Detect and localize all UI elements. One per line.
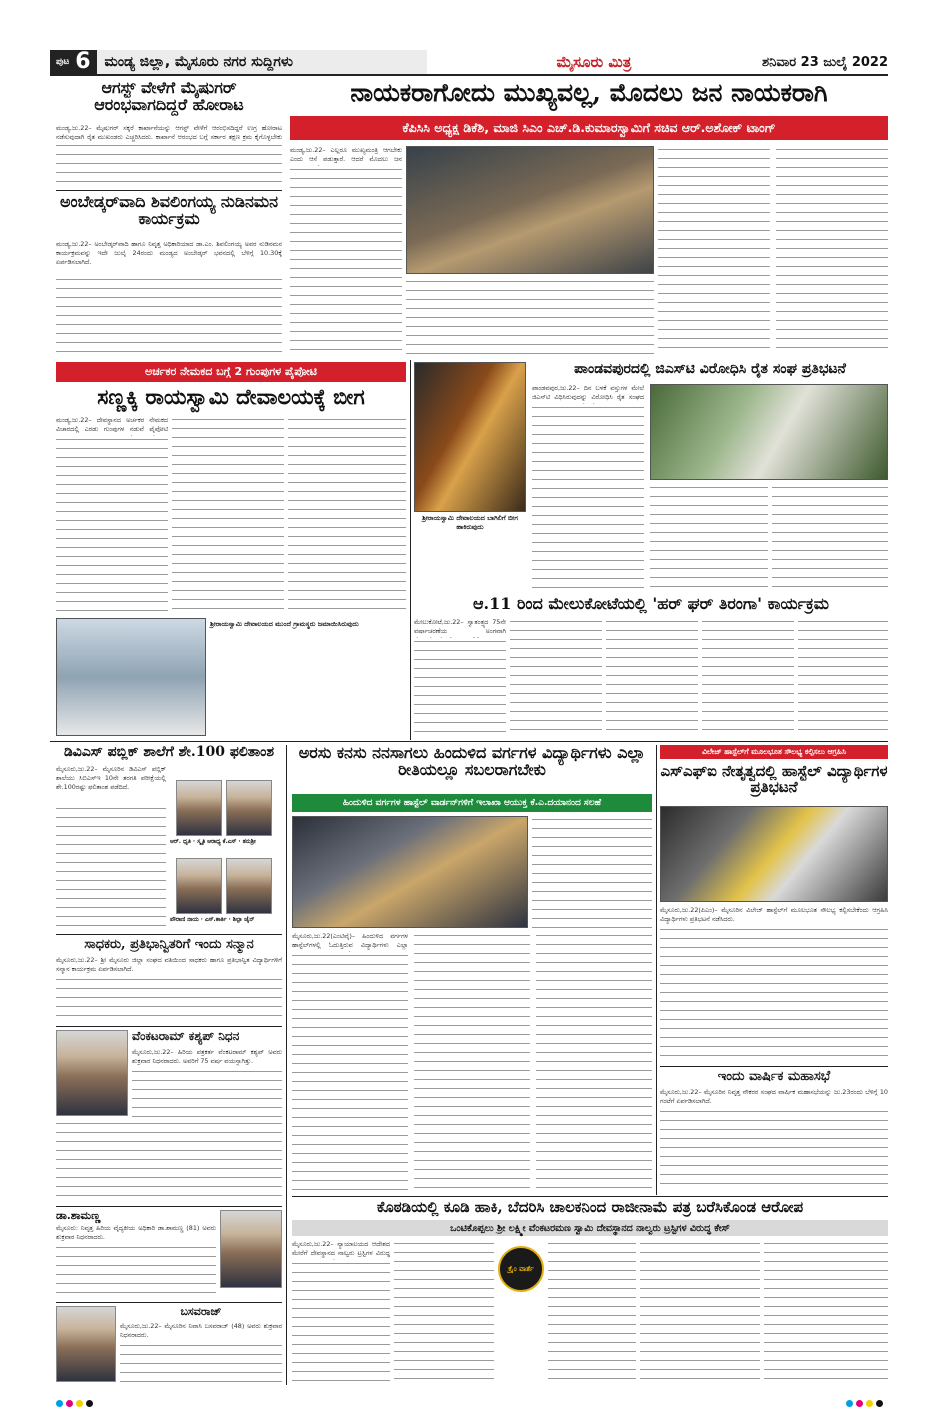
student-photo [226,780,272,836]
page-header [50,50,888,76]
obituary-body: ಮೈಸೂರು: ನಿವೃತ್ತ ಹಿರಿಯ ವೈದ್ಯಕೀಯ ಅಧಿಕಾರಿ ಡಾ.ಶಾಮಣ್ಣ (81) ಅವರು ಶುಕ್ರವಾರ ನಿಧನರಾದರು. [56,1224,216,1241]
text-filler [772,484,888,590]
student-name: ಪೌರಾಣಿ ನಾಯ [170,917,199,923]
text-filler [702,618,794,738]
student-photo [176,858,222,914]
archaka-body: ಮಂಡ್ಯ,ಜು.22– ದೇವಸ್ಥಾನದ ಅರ್ಚಕರ ನೇಮಕದ ವಿಚಾರದಲ್ಲಿ ಎರಡು ಗುಂಪುಗಳ ನಡುವೆ ಪೈಪೋಟಿ [56,416,168,433]
tiranga-body: ಮೇಲುಕೋಟೆ,ಜು.22– ಸ್ವಾತಂತ್ರ್ಯದ 75ನೇ ವರ್ಷಾಚರಣೆಯ ಅಂಗವಾಗಿ [414,618,506,635]
protest-body: ಪಾಂಡವಪುರ,ಜು.22– ದಿನ ಬಳಕೆ ವಸ್ತುಗಳ ಮೇಲೆ ಜಿಎಸ್‌ಟಿ ವಿಧಿಸಿರುವುದನ್ನು ವಿರೋಧಿಸಿ ರೈತ ಸಂಘದ [532,384,644,401]
text-filler [606,618,698,738]
headline-mysugar: ಆಗಸ್ಟ್ ವೇಳೆಗೆ ಮೈಷುಗರ್ ಆರಂಭವಾಗದಿದ್ದರೆ ಹೋರಾಟ [94,78,244,114]
student-photo [226,858,272,914]
text-filler [394,1240,494,1384]
divider [50,741,888,742]
text-filler [532,816,652,928]
tiranga-headline: ಆ.11 ರಿಂದ ಮೇಲುಕೋಟೆಯಲ್ಲಿ 'ಹರ್ ಘರ್ ತಿರಂಗಾ' ಕಾರ್ಯಕ್ರಮ [473,594,829,613]
protest-photo [650,384,888,480]
divider [56,1206,282,1207]
lead-subtitle-bar: ಕೆಪಿಸಿಸಿ ಅಧ್ಯಕ್ಷ ಡಿಕೆಶಿ, ಮಾಜಿ ಸಿಎಂ ಎಚ್.ಡಿ.ಕುಮಾರಸ್ವಾಮಿಗೆ ಸಚಿವ ಆರ್.ಅಶೋಕ್ ಟಾಂಗ್ [290,116,888,140]
text-filler [532,404,644,590]
student-name: ಸ್ಮೃತಿ ಆರಾಧ್ಯ ಕೆ.ಎಸ್ [197,839,237,845]
lead-body: ಮಂಡ್ಯ,ಜು.22– ಎಲ್ಲರೂ ಮುಖ್ಯಮಂತ್ರಿ ಆಗಬೇಕು ಎಂದು ಆಸೆ ಪಡುತ್ತಾರೆ. ಆದರೆ ಮೊದಲು ಜನ [290,146,402,163]
print-color-marks [846,1400,883,1407]
column-divider [410,360,411,740]
headline-ambedkar: ಅಂಬೇಡ್ಕರ್‌ವಾದಿ ಶಿವಲಿಂಗಯ್ಯ ನುಡಿನಮನ ಕಾರ್ಯಕ್ರಮ [60,192,278,228]
text-filler [292,952,408,1192]
obituary-body: ಮೈಸೂರು,ಜು.22– ಹಿರಿಯ ಪತ್ರಕರ್ತ ವೆಂಕಟರಾಮ್ ಕಶ್ಯಪ್ ಅವರು ಶುಕ್ರವಾರ ನಿಧನರಾದರು. ಅವರಿಗೆ 75 ವರ್ಷ ವಯಸ್ಸಾಗಿತ್ತು. [132,1048,282,1065]
villagers-photo-caption: ಶ್ರೀರಾಯಸ್ವಾಮಿ ದೇವಾಲಯದ ಮುಂದೆ ಗ್ರಾಮಸ್ಥರು ಜಮಾಯಿಸಿರುವುದು [210,620,359,628]
text-filler [658,146,770,356]
section-title: ಮಂಡ್ಯ ಜಿಲ್ಲಾ, ಮೈಸೂರು ನಗರ ಸುದ್ದಿಗಳು [97,50,427,74]
divider [56,1302,282,1303]
text-filler [510,618,602,738]
text-filler [660,926,888,1062]
obituary-photo [56,1306,116,1382]
agm-body: ಮೈಸೂರು,ಜು.22– ಮೈಸೂರಿನ ನಿವೃತ್ತ ನೌಕರರ ಸಂಘದ ವಾರ್ಷಿಕ ಮಹಾಸಭೆಯನ್ನು ಜು.23ರಂದು ಬೆಳಿಗ್ಗೆ 10 ಗಂಟೆಗೆ ಏರ್ಪಡಿಸಲಾಗಿದೆ. [660,1088,888,1105]
masthead-brand: ಮೈಸೂರು ಮಿತ್ರ [556,53,632,71]
text-filler [120,1342,282,1382]
text-filler [56,276,282,356]
agm-headline: ಇಂದು ವಾರ್ಷಿಕ ಮಹಾಸಭೆ [717,1069,831,1084]
text-filler [650,484,768,590]
crime-body: ಮೈಸೂರು,ಜು.22– ನ್ಯಾಯಾಲಯದ ಆದೇಶದ ಮೇರೆಗೆ ದೇವಸ್ಥಾನದ ನಾಲ್ವರು ಟ್ರಸ್ಟಿಗಳ ವಿರುದ್ಧ [292,1240,390,1257]
text-filler [406,278,654,356]
text-filler [56,142,282,188]
student-name: ಎಸ್.ಕಾರ್ತಿ [204,917,227,923]
text-filler [56,805,166,927]
text-filler [56,1120,282,1202]
text-filler [798,618,888,738]
article-body-mysugar: ಮಂಡ್ಯ,ಜು.22– ಮೈಷುಗರ್ ಸಕ್ಕರೆ ಕಾರ್ಖಾನೆಯನ್ನು ಆಗಸ್ಟ್ ವೇಳೆಗೆ ಆರಂಭಿಸದಿದ್ದರೆ ಉಗ್ರ ಹೋರಾಟ ನಡೆಸುವುದಾಗಿ ರೈತ ಮುಖಂಡರು ಎಚ್ಚರಿಸಿದರು. ಕಾರ್ಖಾನೆ ಆರಂಭದ ಬಗ್ಗೆ ಸರ್ಕಾರ ತಕ್ಷಣ ಕ್ರಮ ಕೈಗೊಳ್ಳಬೇಕು [56,124,282,141]
text-filler [776,146,888,356]
divider [56,190,282,191]
student-name: ಆರ್. ಧೃತಿ [170,839,191,845]
student-photo [176,780,222,836]
hostel-subtitle-bar: ಹಿಂದುಳಿದ ವರ್ಗಗಳ ಹಾಸ್ಟೆಲ್ ವಾರ್ಡನ್‌ಗಳಿಗೆ ಇಲಾಖಾ ಆಯುಕ್ತ ಕೆ.ಎ.ದಯಾನಂದ ಸಲಹೆ [292,794,652,812]
hostel-headline: ಅರಸು ಕನಸು ನನಸಾಗಲು ಹಿಂದುಳಿದ ವರ್ಗಗಳ ವಿದ್ಯಾರ್ಥಿಗಳು ಎಲ್ಲಾ ರೀತಿಯಲ್ಲೂ ಸಬಲರಾಗಬೇಕು [298,743,646,779]
obituary-photo [220,1210,282,1288]
crime-badge-label: ಕ್ರೈಂ ವಾರ್ತೆ [508,1265,534,1273]
text-filler [548,1240,636,1384]
obituary-headline: ವೆಂಕಟರಾಮ್ ಕಶ್ಯಪ್ ನಿಧನ [132,1029,240,1043]
column-divider [656,745,657,1195]
text-filler [288,416,406,614]
archaka-kicker: ಅರ್ಚಕರ ನೇಮಕದ ಬಗ್ಗೆ 2 ಗುಂಪುಗಳ ಪೈಪೋಟಿ [56,362,406,382]
student-name: ತನುಶ್ರೀ [242,839,256,845]
sanmana-body: ಮೈಸೂರು,ಜು.22– ಶ್ರೀ ಮೈಸೂರು ಜಿಲ್ಲಾ ಸಂಘದ ವತಿಯಿಂದ ಸಾಧಕರು ಹಾಗೂ ಪ್ರತಿಭಾನ್ವಿತ ವಿದ್ಯಾರ್ಥಿಗಳಿಗೆ ಸನ್ಮಾನ ಕಾರ್ಯಕ್ರಮ ಏರ್ಪಡಿಸಲಾಗಿದೆ. [56,956,282,973]
text-filler [172,416,284,614]
dvs-body: ಮೈಸೂರು,ಜು.22– ಮೈಸೂರಿನ ಡಿವಿಎಸ್ ಪಬ್ಲಿಕ್ ಶಾಲೆಯು ಸಿಬಿಎಸ್‌ಇ 10ನೇ ತರಗತಿ ಪರೀಕ್ಷೆಯಲ್ಲಿ ಶೇ.100ರಷ್ಟು ಫಲಿತಾಂಶ ಪಡೆದಿದೆ. [56,765,166,791]
lead-headline: ನಾಯಕರಾಗೋದು ಮುಖ್ಯವಲ್ಲ, ಮೊದಲು ಜನ ನಾಯಕರಾಗಿ [350,78,828,107]
text-filler [536,932,652,1192]
student-name: ಶಿಲ್ಪಾ ಜೈನ್ [232,917,255,923]
obituary-body: ಮೈಸೂರು,ಜು.22– ಮೈಸೂರಿನ ನಿವಾಸಿ ಬಸವರಾಜ್ (48) ಅವರು ಶುಕ್ರವಾರ ನಿಧನರಾದರು. [120,1322,282,1339]
crime-badge-icon [498,1246,544,1292]
obituary-headline: ಡಾ.ಶಾಮಣ್ಣ [56,1209,101,1222]
divider [56,1026,282,1027]
dvs-headline: ಡಿವಿಎಸ್ ಪಬ್ಲಿಕ್ ಶಾಲೆಗೆ ಶೇ.100 ಫಲಿತಾಂಶ [63,744,275,760]
hostel-body: ಮೈಸೂರು,ಜು.22(ಎಂಟಿವೈ)– ಹಿಂದುಳಿದ ವರ್ಗಗಳ ಹಾಸ್ಟೆಲ್‌ಗಳಲ್ಲಿ ಓದುತ್ತಿರುವ ವಿದ್ಯಾರ್ಥಿಗಳು ಎಲ್ಲಾ [292,932,408,949]
print-color-marks [56,1400,93,1407]
text-filler [660,1108,888,1192]
text-filler [292,1260,390,1384]
text-filler [56,1244,216,1298]
text-filler [764,1240,888,1384]
sfi-body: ಮೈಸೂರು,ಜು.22(ಪಿಎಂ)– ಮೈಸೂರಿನ ವಿಲೇಜ್ ಹಾಸ್ಟೆಲ್‌ಗೆ ಮೂಲಭೂತ ಸೌಲಭ್ಯ ಕಲ್ಪಿಸಬೇಕೆಂದು ಆಗ್ರಹಿಸಿ ವಿದ್ಯಾರ್ಥಿಗಳು ಪ್ರತಿಭಟನೆ ನಡೆಸಿದರು. [660,906,888,923]
page-number-badge [50,50,97,74]
page-label: ಪುಟ [56,57,70,67]
protest-headline: ಪಾಂಡವಪುರದಲ್ಲಿ ಜಿಎಸ್‌ಟಿ ವಿರೋಧಿಸಿ ರೈತ ಸಂಘ ಪ್ರತಿಭಟನೆ [574,361,846,377]
text-filler [132,1068,282,1118]
sfi-kicker: ವಿಲೇಜ್ ಹಾಸ್ಟೆಲ್‌ಗೆ ಮೂಲಭೂತ ಸೌಲಭ್ಯ ಕಲ್ಪಿಸಲು ಆಗ್ರಹಿಸಿ [660,745,888,759]
page-number: 6 [75,49,91,74]
divider [56,934,282,935]
text-filler [290,166,402,356]
issue-date: ಶನಿವಾರ 23 ಜುಲೈ 2022 [761,54,888,70]
column-divider [286,745,287,1385]
text-filler [414,638,506,738]
obituary-photo [56,1030,128,1116]
text-filler [56,976,282,1022]
sanmana-headline: ಸಾಧಕರು, ಪ್ರತಿಭಾನ್ವಿತರಿಗೆ ಇಂದು ಸನ್ಮಾನ [84,937,254,952]
hostel-photo [292,816,528,928]
temple-photo [414,362,526,512]
villagers-photo [56,618,206,736]
crime-subtitle-bar: ಒಂಟಿಕೊಪ್ಪಲು ಶ್ರೀ ಲಕ್ಷ್ಮೀ ವೆಂಕಟರಮಣ ಸ್ವಾಮಿ ದೇವಸ್ಥಾನದ ನಾಲ್ವರು ಟ್ರಸ್ಟಿಗಳ ವಿರುದ್ಧ ಕೇಸ್ [292,1220,888,1236]
crime-headline: ಕೊಠಡಿಯಲ್ಲಿ ಕೂಡಿ ಹಾಕಿ, ಬೆದರಿಸಿ ಚಾಲಕನಿಂದ ರಾಜೀನಾಮೆ ಪತ್ರ ಬರೆಸಿಕೊಂಡ ಆರೋಪ [376,1198,804,1216]
temple-photo-caption: ಶ್ರೀರಾಯಸ್ವಾಮಿ ದೇವಾಲಯದ ಬಾಗಿಲಿಗೆ ಬೀಗ ಹಾಕಿರುವುದು [422,514,518,531]
article-body-ambedkar: ಮಂಡ್ಯ,ಜು.22– ಅಂಬೇಡ್ಕರ್‌ವಾದಿ ಹಾಗೂ ನಿವೃತ್ತ ಅಧಿಕಾರಿಯಾದ ಡಾ.ಎಂ. ಶಿವಲಿಂಗಯ್ಯ ಅವರ ನುಡಿನಮನ ಕಾರ್ಯಕ್ರಮವನ್ನು ಇದೇ ಜುಲೈ 24ರಂದು ಮಂಡ್ಯದ ಅಂಬೇಡ್ಕರ್ ಭವನದಲ್ಲಿ ಬೆಳಿಗ್ಗೆ 10.30ಕ್ಕೆ ಏರ್ಪಡಿಸಲಾಗಿದೆ. [56,240,282,266]
sfi-photo [660,806,888,902]
archaka-headline: ಸಣ್ಣಕ್ಕಿ ರಾಯಸ್ವಾಮಿ ದೇವಾಲಯಕ್ಕೆ ಬೀಗ [97,384,365,409]
text-filler [414,932,530,1192]
sfi-headline: ಎಸ್‌ಎಫ್‌ಐ ನೇತೃತ್ವದಲ್ಲಿ ಹಾಸ್ಟೆಲ್ ವಿದ್ಯಾರ್ಥಿಗಳ ಪ್ರತಿಭಟನೆ [660,762,888,796]
divider [660,1066,888,1067]
obituary-headline: ಬಸವರಾಜ್ [180,1305,222,1318]
text-filler [56,436,168,614]
lead-photo [406,146,654,274]
divider [292,1196,888,1197]
text-filler [640,1240,760,1384]
